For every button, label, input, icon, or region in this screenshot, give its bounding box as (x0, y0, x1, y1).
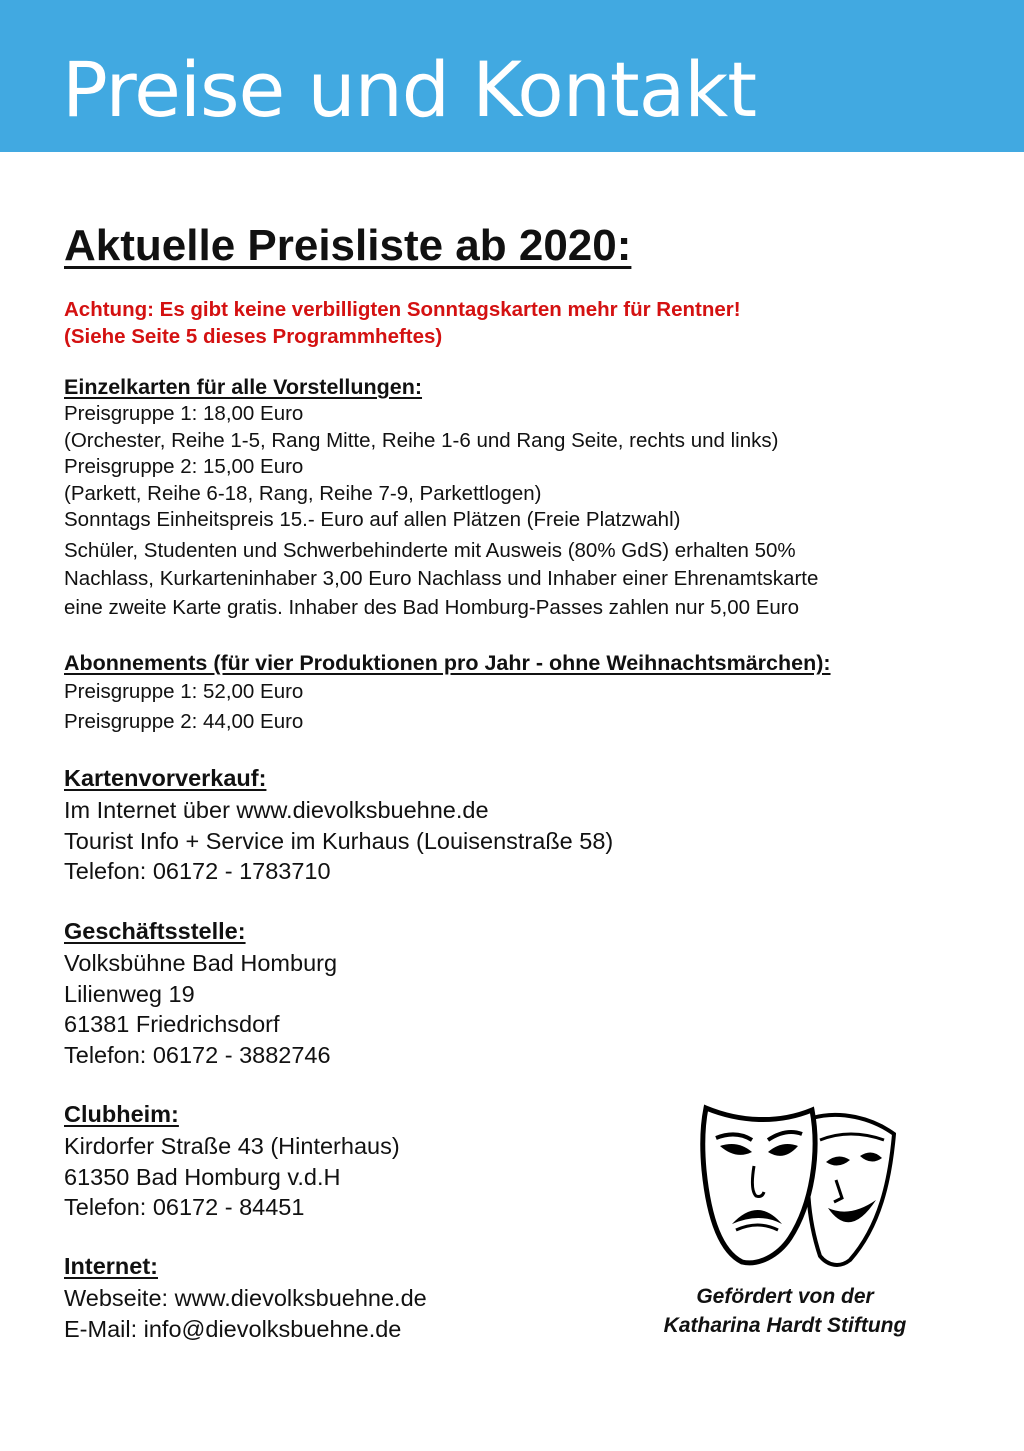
section-heading: Abonnements (für vier Produktionen pro Jahr - ohne Weihnachtsmärchen): (64, 651, 831, 675)
text-line: Telefon: 06172 - 3882746 (64, 1041, 331, 1068)
text-line: Preisgruppe 2: 44,00 Euro (64, 709, 304, 733)
page-title: Preise und Kontakt (62, 45, 757, 134)
section-geschaeftsstelle (64, 915, 337, 1070)
theater-masks-icon (700, 1100, 896, 1270)
notice (64, 296, 741, 350)
sponsor-note (620, 1282, 950, 1340)
title-banner (0, 0, 1024, 152)
section-heading: Einzelkarten für alle Vorstellungen: (64, 375, 423, 399)
text-line: Volksbühne Bad Homburg (64, 950, 338, 976)
text-line: Lilienweg 19 (64, 980, 195, 1007)
text-line: Nachlass, Kurkarteninhaber 3,00 Euro Nachlass und Inhaber einer Ehrenamtskarte (64, 567, 819, 590)
text-line: Tourist Info + Service im Kurhaus (Louisenstraße 58) (64, 827, 614, 854)
text-line: Sonntags Einheitspreis 15.- Euro auf allen Plätzen (Freie Platzwahl) (64, 508, 681, 531)
text-line: Preisgruppe 1: 18,00 Euro (64, 402, 304, 425)
section-heading: Geschäftsstelle: (64, 918, 246, 944)
section-kartenvorverkauf (64, 762, 613, 887)
notice-line: Achtung: Es gibt keine verbilligten Sonntagskarten mehr für Rentner! (64, 298, 741, 321)
text-line: Schüler, Studenten und Schwerbehinderte mit Ausweis (80% GdS) erhalten 50% (64, 538, 796, 562)
section-clubheim (64, 1098, 400, 1223)
text-line: Im Internet über www.dievolksbuehne.de (64, 797, 489, 823)
text-line: (Orchester, Reihe 1-5, Rang Mitte, Reihe 1-6 und Rang Seite, rechts und links) (64, 428, 779, 452)
text-line: eine zweite Karte gratis. Inhaber des Bad Homburg-Passes zahlen nur 5,00 Euro (64, 595, 799, 619)
section-internet (64, 1250, 427, 1344)
email-link[interactable]: E-Mail: info@dievolksbuehne.de (64, 1315, 402, 1342)
text-line: (Parkett, Reihe 6-18, Rang, Reihe 7-9, Parkettlogen) (64, 481, 542, 505)
text-line: 61350 Bad Homburg v.d.H (64, 1163, 341, 1190)
text-line: Kirdorfer Straße 43 (Hinterhaus) (64, 1133, 400, 1159)
text-line: Preisgruppe 2: 15,00 Euro (64, 455, 304, 478)
notice-line: (Siehe Seite 5 dieses Programmheftes) (64, 325, 443, 348)
sponsor-line: Gefördert von der (696, 1285, 874, 1308)
website-link[interactable]: Webseite: www.dievolksbuehne.de (64, 1285, 427, 1311)
section-heading: Kartenvorverkauf: (64, 765, 267, 791)
section-abonnements (64, 650, 831, 735)
price-list-heading: Aktuelle Preisliste ab 2020: (64, 221, 632, 270)
sponsor-line: Katharina Hardt Stiftung (663, 1314, 907, 1337)
text-line: 61381 Friedrichsdorf (64, 1011, 280, 1037)
text-line: Telefon: 06172 - 84451 (64, 1194, 305, 1220)
text-line: Telefon: 06172 - 1783710 (64, 858, 331, 884)
section-heading: Clubheim: (64, 1101, 179, 1127)
section-einzelkarten (64, 374, 818, 621)
section-heading: Internet: (64, 1253, 158, 1279)
text-line: Preisgruppe 1: 52,00 Euro (64, 680, 304, 703)
